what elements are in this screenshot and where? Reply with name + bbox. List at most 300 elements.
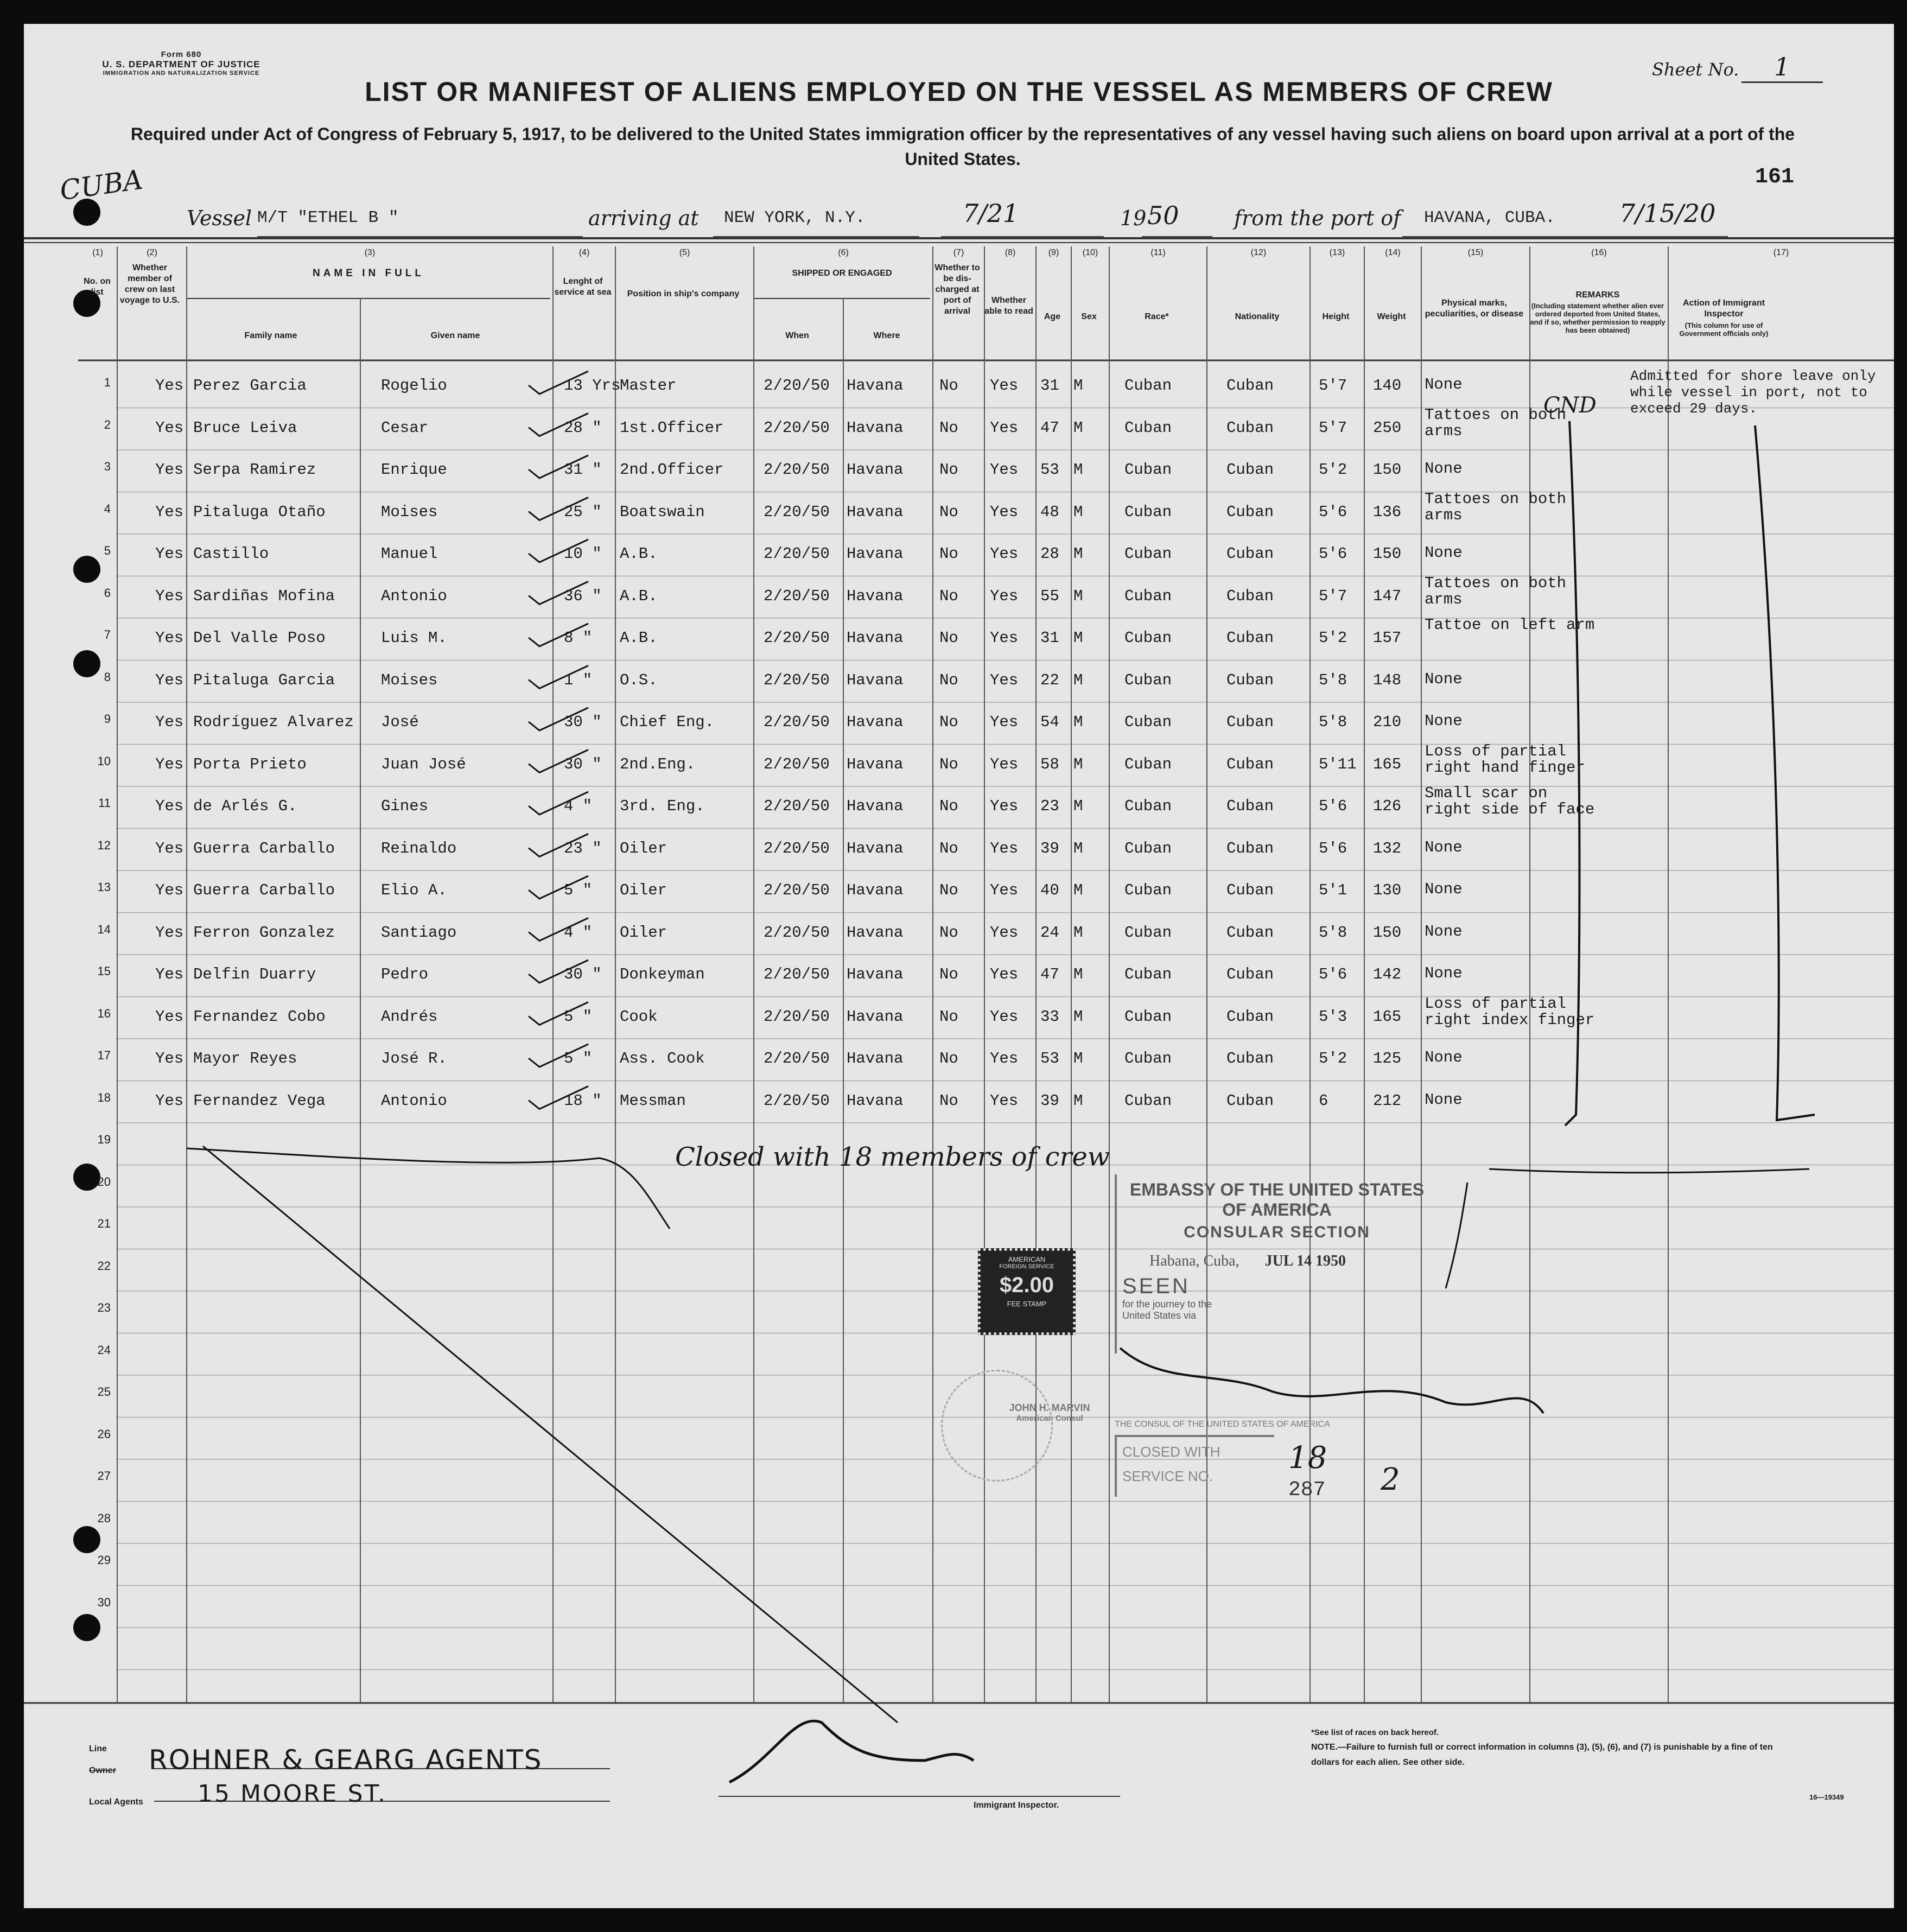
given-name-cell: Cesar (381, 418, 429, 437)
given-name-cell: Andrés (381, 1007, 438, 1026)
family-name-cell: Porta Prieto (193, 755, 307, 773)
row-number: 14 (97, 922, 111, 936)
given-name-cell: Enrique (381, 461, 447, 479)
column-number: (2) (147, 248, 157, 257)
nationality-cell: Cuban (1226, 418, 1274, 437)
shipped-place-cell: Havana (847, 713, 904, 731)
read-cell: Yes (990, 671, 1019, 689)
member-cell: Yes (155, 965, 184, 983)
shipped-place-cell: Havana (847, 461, 904, 479)
family-name-cell: Del Valle Poso (193, 629, 326, 647)
shipped-date-cell: 2/20/50 (764, 797, 830, 815)
service-cell: 31 " (564, 461, 602, 479)
nationality-cell: Cuban (1226, 881, 1274, 899)
physical-marks-cell: None (1425, 712, 1463, 730)
weight-cell: 126 (1373, 797, 1402, 815)
nationality-cell: Cuban (1226, 713, 1274, 731)
service-cell: 13 Yrs (564, 377, 621, 395)
shipped-date-cell: 2/20/50 (764, 503, 830, 521)
service-cell: 4 " (564, 923, 593, 942)
position-cell: 2nd.Eng. (620, 755, 696, 773)
arriving-label: arriving at (588, 206, 699, 230)
given-name-cell: Moises (381, 671, 438, 689)
sex-cell: M (1073, 587, 1083, 605)
header-able-to-read: Whether able to read (984, 296, 1033, 316)
discharged-cell: No (939, 713, 958, 731)
shipped-place-cell: Havana (847, 671, 904, 689)
sex-cell: M (1073, 377, 1083, 395)
weight-cell: 130 (1373, 881, 1402, 899)
arriving-port: NEW YORK, N.Y. (724, 208, 866, 227)
position-cell: Ass. Cook (620, 1050, 705, 1067)
empty-row-number: 30 (97, 1595, 111, 1609)
shipped-date-cell: 2/20/50 (764, 377, 830, 395)
race-cell: Cuban (1124, 671, 1172, 689)
stamp-date: JUL 14 1950 (1264, 1253, 1346, 1269)
family-name-cell: Perez Garcia (193, 377, 307, 395)
sex-cell: M (1073, 629, 1083, 647)
member-cell: Yes (155, 545, 184, 563)
shipped-place-cell: Havana (847, 545, 904, 563)
weight-cell: 142 (1373, 965, 1402, 983)
shipped-place-cell: Havana (847, 629, 904, 647)
height-cell: 5'6 (1319, 503, 1347, 521)
weight-cell: 125 (1373, 1050, 1402, 1067)
row-number: 8 (104, 670, 111, 684)
given-name-cell: José R. (381, 1050, 447, 1067)
footer-inspector-label: Immigrant Inspector. (974, 1801, 1059, 1810)
shipped-date-cell: 2/20/50 (764, 965, 830, 983)
header-position: Position in ship's company (627, 289, 740, 298)
race-cell: Cuban (1124, 755, 1172, 773)
footer-address: 15 MOORE ST. (198, 1780, 387, 1808)
discharged-cell: No (939, 1050, 958, 1067)
stamp-journey: for the journey to the (1122, 1299, 1212, 1310)
member-cell: Yes (155, 881, 184, 899)
header-shipped: SHIPPED OR ENGAGED (792, 269, 892, 278)
physical-marks-cell: Tattoes on both arms (1425, 490, 1567, 524)
given-name-cell: Rogelio (381, 377, 447, 395)
sex-cell: M (1073, 1007, 1083, 1026)
column-number: (3) (364, 248, 376, 257)
empty-row-number: 19 (97, 1133, 111, 1146)
discharged-cell: No (939, 629, 958, 647)
row-number: 10 (97, 754, 111, 768)
service-no-label: SERVICE NO. (1122, 1468, 1213, 1484)
age-cell: 33 (1040, 1007, 1059, 1026)
weight-cell: 136 (1373, 503, 1402, 521)
family-name-cell: Guerra Carballo (193, 839, 335, 857)
race-cell: Cuban (1124, 587, 1172, 605)
row-number: 17 (97, 1048, 111, 1062)
weight-cell: 210 (1373, 713, 1402, 731)
header-where: Where (873, 331, 900, 340)
discharged-cell: No (939, 797, 958, 815)
physical-marks-cell: Loss of partial right hand finger (1425, 742, 1585, 777)
stamp-top-text-2: FOREIGN SERVICE (999, 1263, 1054, 1270)
read-cell: Yes (990, 503, 1019, 521)
stamp-america: OF AMERICA (1222, 1200, 1332, 1219)
header-no-on-list: No. on list (84, 277, 111, 297)
sex-cell: M (1073, 418, 1083, 437)
nationality-cell: Cuban (1226, 545, 1274, 563)
age-cell: 31 (1040, 629, 1059, 647)
physical-marks-cell: None (1425, 1090, 1463, 1109)
service-cell: 5 " (564, 1007, 593, 1026)
sex-cell: M (1073, 839, 1083, 857)
shipped-place-cell: Havana (847, 377, 904, 395)
age-cell: 39 (1040, 1091, 1059, 1110)
stamp-top-text: AMERICAN (1008, 1255, 1046, 1263)
header-age: Age (1044, 312, 1061, 321)
physical-marks-cell: Tattoes on both arms (1425, 405, 1567, 440)
column-number: (14) (1385, 248, 1401, 257)
family-name-cell: Delfin Duarry (193, 965, 316, 983)
discharged-cell: No (939, 881, 958, 899)
header-name-in-full: NAME IN FULL (312, 268, 425, 279)
column-number: (5) (679, 248, 690, 257)
race-cell: Cuban (1124, 713, 1172, 731)
sex-cell: M (1073, 797, 1083, 815)
shipped-date-cell: 2/20/50 (764, 881, 830, 899)
family-name-cell: Guerra Carballo (193, 881, 335, 899)
vessel-label: Vessel (187, 206, 252, 230)
height-cell: 6 (1319, 1091, 1328, 1110)
empty-row-number: 28 (97, 1511, 111, 1525)
nationality-cell: Cuban (1226, 461, 1274, 479)
footer-form-code: 16—19349 (1809, 1793, 1844, 1801)
sex-cell: M (1073, 671, 1083, 689)
race-cell: Cuban (1124, 839, 1172, 857)
department-name: U. S. DEPARTMENT OF JUSTICE (102, 59, 260, 69)
stamp-consular-section: CONSULAR SECTION (1184, 1223, 1370, 1241)
race-cell: Cuban (1124, 418, 1172, 437)
shipped-place-cell: Havana (847, 418, 904, 437)
height-cell: 5'11 (1319, 755, 1357, 773)
age-cell: 53 (1040, 1050, 1059, 1067)
physical-marks-cell: None (1425, 922, 1463, 940)
departure-date: 7/15/20 (1619, 199, 1716, 228)
family-name-cell: Sardiñas Mofina (193, 587, 335, 605)
weight-cell: 150 (1373, 461, 1402, 479)
member-cell: Yes (155, 755, 184, 773)
service-cell: 5 " (564, 1050, 593, 1067)
sheet-label: Sheet No. (1652, 59, 1739, 80)
age-cell: 54 (1040, 713, 1059, 731)
shipped-place-cell: Havana (847, 503, 904, 521)
discharged-cell: No (939, 377, 958, 395)
discharged-cell: No (939, 587, 958, 605)
weight-cell: 165 (1373, 755, 1402, 773)
empty-row-number: 26 (97, 1427, 111, 1441)
position-cell: 1st.Officer (620, 418, 724, 437)
footer-note: NOTE.—Failure to furnish full or correct information in columns (3), (5), (6), and (7) is punishable by a fine of ten dollars for each alien. See other side. (1311, 1743, 1773, 1767)
nationality-cell: Cuban (1226, 377, 1274, 395)
member-cell: Yes (155, 587, 184, 605)
read-cell: Yes (990, 755, 1019, 773)
header-nationality: Nationality (1235, 312, 1280, 321)
shipped-place-cell: Havana (847, 755, 904, 773)
revenue-stamp (978, 1248, 1076, 1335)
sex-cell: M (1073, 755, 1083, 773)
header-length-service: Lenght of service at sea (554, 277, 612, 297)
service-cell: 30 " (564, 965, 602, 983)
age-cell: 55 (1040, 587, 1059, 605)
shipped-place-cell: Havana (847, 839, 904, 857)
service-cell: 30 " (564, 713, 602, 731)
given-name-cell: Moises (381, 503, 438, 521)
header-weight: Weight (1377, 312, 1406, 321)
height-cell: 5'7 (1319, 418, 1347, 437)
age-cell: 39 (1040, 839, 1059, 857)
row-number: 16 (97, 1006, 111, 1020)
closed-with-label: CLOSED WITH (1122, 1444, 1221, 1460)
shipped-date-cell: 2/20/50 (764, 461, 830, 479)
position-cell: O.S. (620, 671, 658, 689)
empty-row-number: 25 (97, 1385, 111, 1399)
row-number: 9 (104, 712, 111, 726)
empty-row-number: 20 (97, 1174, 111, 1189)
race-cell: Cuban (1124, 1091, 1172, 1110)
given-name-cell: Luis M. (381, 629, 447, 647)
given-name-cell: Santiago (381, 923, 457, 942)
sex-cell: M (1073, 503, 1083, 521)
form-subtitle: Required under Act of Congress of February 5, 1917, to be delivered to the United States immigration officer by the representatives of any vessel having such aliens on board upon arrival at a port of the United States. (130, 124, 1795, 169)
discharged-cell: No (939, 755, 958, 773)
stamp-value: $2.00 (999, 1273, 1054, 1297)
physical-marks-cell: Loss of partial right index finger (1425, 994, 1595, 1029)
physical-marks-cell: None (1425, 1048, 1463, 1066)
position-cell: Boatswain (620, 503, 705, 521)
weight-cell: 140 (1373, 377, 1402, 395)
year-prefix: 19 (1120, 206, 1147, 230)
read-cell: Yes (990, 629, 1019, 647)
weight-cell: 148 (1373, 671, 1402, 689)
physical-marks-cell: None (1425, 670, 1463, 688)
row-number: 3 (104, 460, 111, 473)
column-number: (7) (953, 248, 964, 257)
discharged-cell: No (939, 461, 958, 479)
shipped-date-cell: 2/20/50 (764, 1091, 830, 1110)
stamp-seen: SEEN (1122, 1274, 1190, 1298)
read-cell: Yes (990, 1091, 1019, 1110)
height-cell: 5'8 (1319, 671, 1347, 689)
read-cell: Yes (990, 461, 1019, 479)
physical-marks-cell: None (1425, 376, 1463, 393)
header-member: Whether member of crew on last voyage to U.S. (119, 263, 180, 305)
given-name-cell: Gines (381, 797, 429, 815)
service-cell: 5 " (564, 881, 593, 899)
discharged-cell: No (939, 1007, 958, 1026)
consul-title: American Consul (1016, 1414, 1083, 1423)
column-number: (12) (1250, 248, 1267, 257)
stamp-embassy: EMBASSY OF THE UNITED STATES (1129, 1180, 1425, 1199)
shipped-place-cell: Havana (847, 1050, 904, 1067)
position-cell: Cook (620, 1007, 658, 1026)
physical-marks-cell: None (1425, 880, 1463, 898)
column-number: (9) (1048, 248, 1059, 257)
physical-marks-cell: Small scar on right side of face (1425, 784, 1595, 818)
nationality-cell: Cuban (1226, 923, 1274, 942)
service-cell: 18 " (564, 1091, 602, 1110)
shipped-date-cell: 2/20/50 (764, 629, 830, 647)
shipped-date-cell: 2/20/50 (764, 755, 830, 773)
header-action-sub: (This column for use of Government officials only) (1679, 321, 1769, 338)
discharged-cell: No (939, 923, 958, 942)
vessel-name: M/T "ETHEL B " (257, 208, 399, 227)
member-cell: Yes (155, 1091, 184, 1110)
member-cell: Yes (155, 839, 184, 857)
from-port: HAVANA, CUBA. (1424, 208, 1555, 227)
read-cell: Yes (990, 587, 1019, 605)
position-cell: Oiler (620, 839, 668, 857)
age-cell: 23 (1040, 797, 1059, 815)
row-number: 12 (97, 838, 111, 852)
footer-owner-label: Owner (89, 1766, 116, 1775)
form-number: Form 680 (161, 50, 202, 59)
read-cell: Yes (990, 797, 1019, 815)
footer-agents: ROHNER & GEARG AGENTS (149, 1744, 543, 1776)
position-cell: Master (620, 377, 677, 395)
sex-cell: M (1073, 545, 1083, 563)
physical-marks-cell: Tattoes on both arms (1425, 574, 1567, 608)
race-cell: Cuban (1124, 545, 1172, 563)
closed-with-stamp (1115, 1435, 1274, 1497)
weight-cell: 212 (1373, 1091, 1402, 1110)
row-number: 18 (97, 1090, 111, 1104)
row-number: 11 (98, 796, 111, 810)
shipped-place-cell: Havana (847, 923, 904, 942)
position-cell: 2nd.Officer (620, 461, 724, 479)
family-name-cell: Bruce Leiva (193, 418, 297, 437)
nationality-cell: Cuban (1226, 1007, 1274, 1026)
age-cell: 53 (1040, 461, 1059, 479)
column-number: (1) (92, 248, 103, 257)
member-cell: Yes (155, 1007, 184, 1026)
column-number: (8) (1005, 248, 1016, 257)
sex-cell: M (1073, 965, 1083, 983)
sex-cell: M (1073, 461, 1083, 479)
race-cell: Cuban (1124, 461, 1172, 479)
nationality-cell: Cuban (1226, 587, 1274, 605)
height-cell: 5'8 (1319, 713, 1347, 731)
physical-marks-cell: Tattoe on left arm (1425, 616, 1595, 634)
physical-marks-cell: None (1425, 460, 1463, 478)
given-name-cell: Antonio (381, 587, 447, 605)
nationality-cell: Cuban (1226, 965, 1274, 983)
shipped-place-cell: Havana (847, 965, 904, 983)
age-cell: 58 (1040, 755, 1059, 773)
service-cell: 25 " (564, 503, 602, 521)
sex-cell: M (1073, 881, 1083, 899)
service-cell: 4 " (564, 797, 593, 815)
read-cell: Yes (990, 1007, 1019, 1026)
read-cell: Yes (990, 881, 1019, 899)
consul-name: JOHN H. MARVIN (1009, 1402, 1090, 1413)
discharged-cell: No (939, 1091, 958, 1110)
remark-mark: CND (1543, 393, 1597, 418)
column-number: (6) (838, 248, 849, 257)
family-name-cell: Pitaluga Otaño (193, 503, 326, 521)
page-number: 161 (1755, 165, 1795, 189)
closing-note: Closed with 18 members of crew (675, 1142, 1110, 1172)
age-cell: 47 (1040, 418, 1059, 437)
header-height: Height (1322, 312, 1350, 321)
member-cell: Yes (155, 503, 184, 521)
discharged-cell: No (939, 671, 958, 689)
given-name-cell: Reinaldo (381, 839, 457, 857)
height-cell: 5'8 (1319, 923, 1347, 942)
header-remarks: REMARKS (1575, 290, 1620, 300)
family-name-cell: Fernandez Vega (193, 1091, 326, 1110)
shipped-place-cell: Havana (847, 1091, 904, 1110)
position-cell: Oiler (620, 923, 668, 942)
age-cell: 22 (1040, 671, 1059, 689)
header-given-name: Given name (430, 331, 480, 340)
header-physical: Physical marks, peculiarities, or disease (1425, 298, 1524, 319)
physical-marks-cell: None (1425, 544, 1463, 562)
height-cell: 5'2 (1319, 629, 1347, 647)
column-number: (13) (1329, 248, 1345, 257)
read-cell: Yes (990, 418, 1019, 437)
shipped-date-cell: 2/20/50 (764, 545, 830, 563)
weight-cell: 147 (1373, 587, 1402, 605)
weight-cell: 250 (1373, 418, 1402, 437)
column-number: (15) (1467, 248, 1484, 257)
shipped-date-cell: 2/20/50 (764, 713, 830, 731)
height-cell: 5'1 (1319, 881, 1347, 899)
shipped-date-cell: 2/20/50 (764, 1007, 830, 1026)
race-cell: Cuban (1124, 797, 1172, 815)
family-name-cell: Rodríguez Alvarez (193, 713, 354, 731)
shipped-date-cell: 2/20/50 (764, 923, 830, 942)
sex-cell: M (1073, 713, 1083, 731)
consul-line: THE CONSUL OF THE UNITED STATES OF AMERICA (1115, 1420, 1330, 1429)
member-cell: Yes (155, 923, 184, 942)
row-number: 6 (104, 586, 111, 600)
race-cell: Cuban (1124, 1050, 1172, 1067)
row-number: 2 (104, 417, 111, 431)
physical-marks-cell: None (1425, 838, 1463, 856)
header-family-name: Family name (244, 331, 297, 340)
race-cell: Cuban (1124, 377, 1172, 395)
height-cell: 5'6 (1319, 797, 1347, 815)
member-cell: Yes (155, 377, 184, 395)
sex-cell: M (1073, 923, 1083, 942)
position-cell: Oiler (620, 881, 668, 899)
weight-cell: 157 (1373, 629, 1402, 647)
position-cell: A.B. (620, 545, 658, 563)
service-cell: 30 " (564, 755, 602, 773)
service-name: IMMIGRATION AND NATURALIZATION SERVICE (103, 70, 260, 77)
read-cell: Yes (990, 965, 1019, 983)
shipped-place-cell: Havana (847, 797, 904, 815)
member-cell: Yes (155, 461, 184, 479)
family-name-cell: Serpa Ramirez (193, 461, 316, 479)
service-cell: 36 " (564, 587, 602, 605)
weight-cell: 150 (1373, 923, 1402, 942)
row-number: 1 (104, 376, 111, 389)
header-action: Action of Immigrant Inspector (1682, 298, 1765, 319)
family-name-cell: Pitaluga Garcia (193, 671, 335, 689)
nationality-cell: Cuban (1226, 503, 1274, 521)
read-cell: Yes (990, 839, 1019, 857)
member-cell: Yes (155, 713, 184, 731)
nationality-cell: Cuban (1226, 797, 1274, 815)
member-cell: Yes (155, 418, 184, 437)
nationality-cell: Cuban (1226, 755, 1274, 773)
empty-row-number: 24 (97, 1343, 111, 1357)
